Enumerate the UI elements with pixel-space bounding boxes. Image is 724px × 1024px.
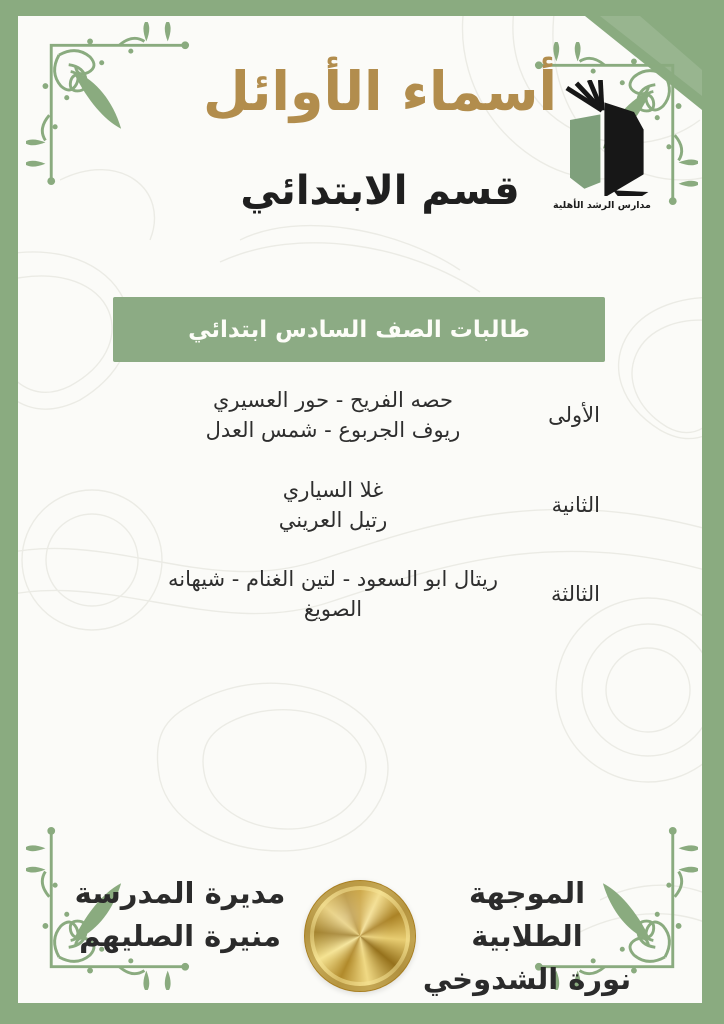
class-banner-label: طالبات الصف السادس ابتدائي <box>188 316 530 343</box>
names-line: غلا السياري <box>282 477 384 502</box>
rank-label: الأولى <box>548 403 600 427</box>
names-line: ريوف الجربوع - شمس العدل <box>205 418 461 442</box>
school-logo <box>538 80 666 211</box>
honor-row-second <box>138 474 600 536</box>
principal-name: منيرة الصليهم <box>79 918 281 953</box>
advisor-role: الموجهة الطلابية <box>468 876 586 953</box>
advisor-name: نورة الشدوخي <box>422 961 632 996</box>
rank-names <box>138 385 528 446</box>
names-line: حصه الفريح - حور العسيري <box>212 387 453 412</box>
page-title: أسماء الأوائل <box>202 60 558 123</box>
rank-names <box>138 564 528 625</box>
gold-seal <box>304 880 416 992</box>
rank-label: الثالثة <box>551 582 600 607</box>
open-book-icon <box>554 80 650 196</box>
principal-role: مديرة المدرسة <box>74 876 286 910</box>
names-line: ريتال ابو السعود - لتين الغنام - شيهانه الصويغ <box>168 567 498 622</box>
section-title: قسم الابتدائي <box>240 168 520 214</box>
principal-signature <box>65 872 295 958</box>
honor-row-third <box>138 564 600 625</box>
corner-flourish-top-left <box>26 22 191 187</box>
rank-names <box>138 475 528 536</box>
honor-roll-list <box>138 384 600 625</box>
rank-label: الثانية <box>551 493 600 517</box>
honor-row-first <box>138 384 600 446</box>
advisor-signature <box>412 872 642 1001</box>
class-banner <box>113 297 605 362</box>
names-line: رتيل العريني <box>278 508 388 532</box>
school-name-label: مدارس الرشد الأهلية <box>553 200 651 211</box>
